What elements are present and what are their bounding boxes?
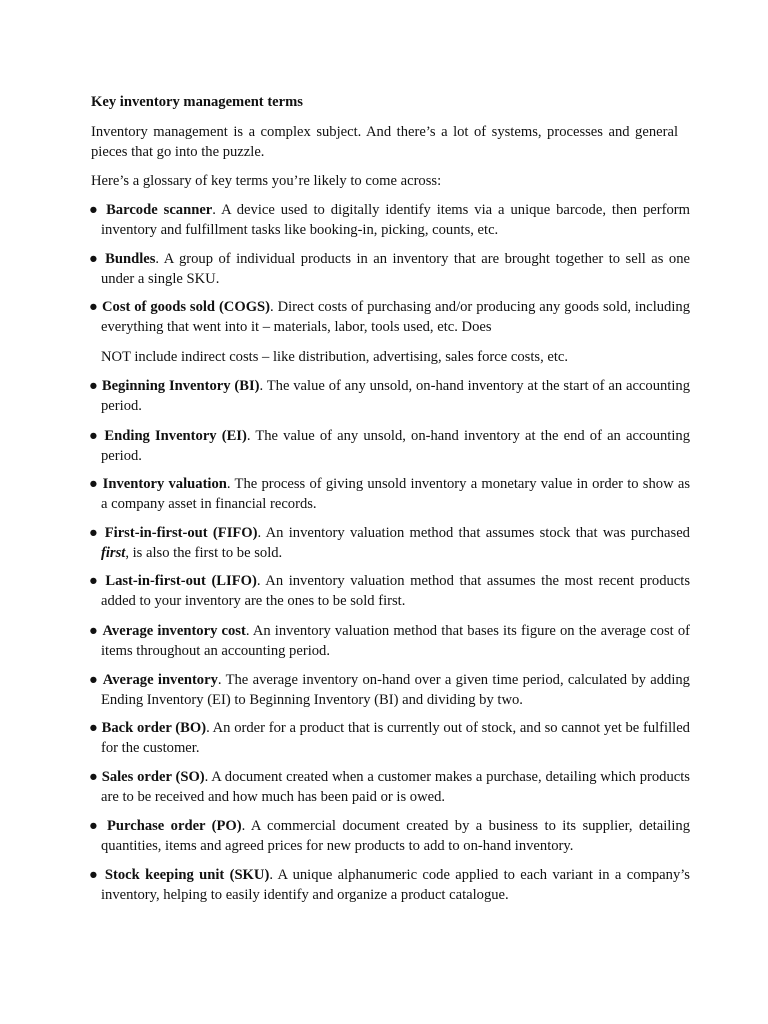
bullet: ● (89, 672, 99, 688)
term-definition-end: , is also the first to be sold. (125, 544, 283, 561)
term-label: Last-in-first-out (LIFO) (105, 573, 257, 589)
intro-paragraph: Inventory management is a complex subject. And there’s a lot of systems, processes and general pieces that go into the puzzle. (91, 124, 678, 160)
bullet: ● (89, 720, 98, 736)
term-ending-inventory (89, 427, 690, 466)
term-definition: . An inventory valuation method that bases its figure on the average cost of items throughout an accounting period. (101, 623, 690, 659)
bullet: ● (89, 623, 99, 639)
term-definition: . An inventory valuation method that assumes stock that was purchased (257, 525, 690, 541)
bullet: ● (89, 525, 100, 541)
term-purchase-order (89, 817, 690, 856)
bullet: ● (89, 867, 100, 883)
term-label: Beginning Inventory (BI) (101, 378, 260, 394)
glossary-lead: Here’s a glossary of key terms you’re likely to come across: (91, 173, 442, 189)
term-label: Inventory valuation (102, 476, 227, 492)
term-label: Back order (BO) (101, 720, 207, 736)
term-definition: . A unique alphanumeric code applied to each variant in a company’s inventory, helping to easily identify and organize a product catalogue. (101, 867, 690, 903)
term-definition: . A device used to digitally identify items via a unique barcode, then perform inventory and fulfillment tasks like booking-in, picking, counts, etc. (101, 202, 690, 238)
term-definition: . Direct costs of purchasing and/or producing any goods sold, including everything that went into it – materials, labor, tools used, etc. Does (101, 299, 690, 335)
term-barcode-scanner (89, 201, 690, 240)
term-label: Stock keeping unit (SKU) (104, 867, 270, 883)
term-bundles (89, 250, 690, 289)
term-label: Bundles (105, 251, 156, 267)
term-label: Barcode scanner (106, 202, 213, 218)
term-definition: . A commercial document created by a business to its supplier, detailing quantities, items and agreed prices for new products to add to on-hand inventory. (101, 818, 691, 854)
term-label: First-in-first-out (FIFO) (104, 525, 258, 541)
term-inventory-valuation (89, 475, 690, 514)
term-definition: . The average inventory on-hand over a given time period, calculated by adding Ending Inventory (EI) to Beginning Inventory (BI) and dividing by two. (101, 672, 690, 708)
section-heading: Key inventory management terms (91, 94, 303, 110)
bullet: ● (89, 573, 100, 589)
term-beginning-inventory (89, 377, 690, 416)
term-definition: . An order for a product that is currently out of stock, and so cannot yet be fulfilled for the customer. (101, 720, 690, 756)
term-label: Average inventory (102, 672, 218, 688)
bullet: ● (89, 251, 100, 267)
term-label: Sales order (SO) (101, 769, 205, 785)
term-fifo (89, 524, 690, 563)
term-average-inventory-cost (89, 622, 690, 661)
term-label: Ending Inventory (EI) (104, 428, 247, 444)
term-sales-order (89, 768, 690, 807)
term-label: Cost of goods sold (COGS) (101, 299, 271, 315)
bullet: ● (89, 202, 101, 218)
term-average-inventory (89, 671, 690, 710)
bullet: ● (89, 769, 98, 785)
bullet: ● (89, 299, 99, 315)
term-cogs (89, 298, 690, 337)
term-cogs-continuation: NOT include indirect costs – like distribution, advertising, sales force costs, etc. (101, 349, 569, 365)
term-label: Purchase order (PO) (106, 818, 242, 834)
term-definition: . The value of any unsold, on-hand inventory at the end of an accounting period. (101, 428, 690, 464)
term-definition: . A group of individual products in an inventory that are brought together to sell as one under a single SKU. (101, 251, 690, 287)
term-definition: . An inventory valuation method that assumes the most recent products added to your inventory are the ones to be sold first. (101, 573, 690, 609)
term-definition: . The process of giving unsold inventory a monetary value in order to show as a company asset in financial records. (101, 476, 690, 512)
term-definition: . The value of any unsold, on-hand inventory at the start of an accounting period. (101, 378, 690, 414)
term-sku (89, 866, 690, 905)
bullet: ● (89, 428, 100, 444)
bullet: ● (89, 378, 98, 394)
term-label: Average inventory cost (102, 623, 246, 639)
bullet: ● (89, 476, 99, 492)
term-lifo (89, 572, 690, 611)
term-back-order (89, 719, 690, 758)
bullet: ● (89, 818, 101, 834)
emphasis-first: first (101, 544, 126, 561)
term-definition: . A document created when a customer makes a purchase, detailing which products are to be received and how much has been paid or is owed. (101, 769, 690, 805)
